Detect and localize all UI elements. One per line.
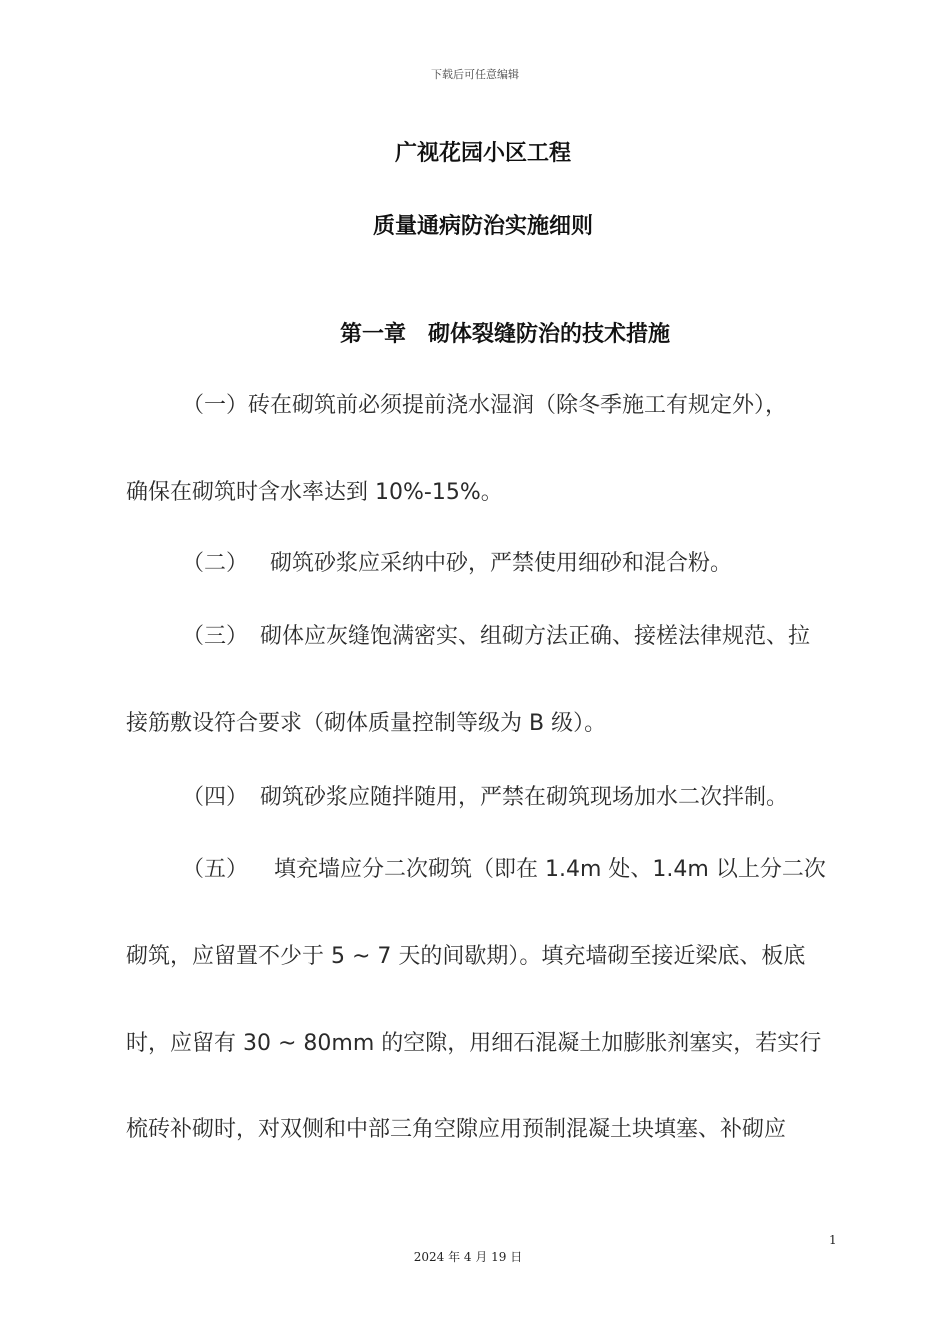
paragraph-3-line-2: 接筋敷设符合要求（砌体质量控制等级为 B 级）。: [126, 711, 607, 736]
chapter-number: 第一章: [339, 322, 406, 347]
chapter-title: 砌体裂缝防治的技术措施: [428, 322, 671, 347]
footer-date: 2024 年 4 月 19 日: [413, 1250, 523, 1264]
paragraph-1-line-1: [182, 391, 787, 421]
page-number: 1: [829, 1233, 837, 1247]
paragraph-3-marker: （三）: [182, 624, 249, 649]
paragraph-2-marker: （二）: [182, 551, 249, 576]
paragraph-4-text: 砌筑砂浆应随拌随用，严禁在砌筑现场加水二次拌制。: [260, 785, 789, 810]
paragraph-4-marker: （四）: [182, 785, 249, 810]
paragraph-1-marker: （一）: [182, 393, 249, 418]
header-note: 下载后可任意编辑: [431, 68, 519, 81]
paragraph-2-line-1: [182, 549, 732, 579]
paragraph-4-line-1: [182, 783, 788, 813]
paragraph-1-line-2: 确保在砌筑时含水率达到 10%-15%。: [126, 480, 503, 505]
document-subtitle: 质量通病防治实施细则: [372, 214, 593, 239]
paragraph-3-line-1: [182, 622, 810, 652]
paragraph-5-line-1: [182, 855, 826, 885]
paragraph-3-text: 砌体应灰缝饱满密实、组砌方法正确、接槎法律规范、拉: [260, 624, 811, 649]
chapter-heading: [0, 317, 950, 348]
paragraph-5-text: 填充墙应分二次砌筑（即在 1.4m 处、1.4m 以上分二次: [274, 857, 826, 882]
paragraph-5-line-2: 砌筑，应留置不少于 5 ~ 7 天的间歇期）。填充墙砌至接近梁底、板底: [126, 944, 806, 969]
paragraph-2-text: 砌筑砂浆应采纳中砂，严禁使用细砂和混合粉。: [270, 551, 733, 576]
paragraph-5-line-3: 时，应留有 30 ~ 80mm 的空隙，用细石混凝土加膨胀剂塞实，若实行: [126, 1031, 822, 1056]
paragraph-1-text: 砖在砌筑前必须提前浇水湿润（除冬季施工有规定外），: [248, 393, 788, 418]
paragraph-5-line-4: 梳砖补砌时，对双侧和中部三角空隙应用预制混凝土块填塞、补砌应: [126, 1117, 787, 1142]
paragraph-5-marker: （五）: [182, 857, 249, 882]
document-title: 广视花园小区工程: [394, 141, 571, 166]
